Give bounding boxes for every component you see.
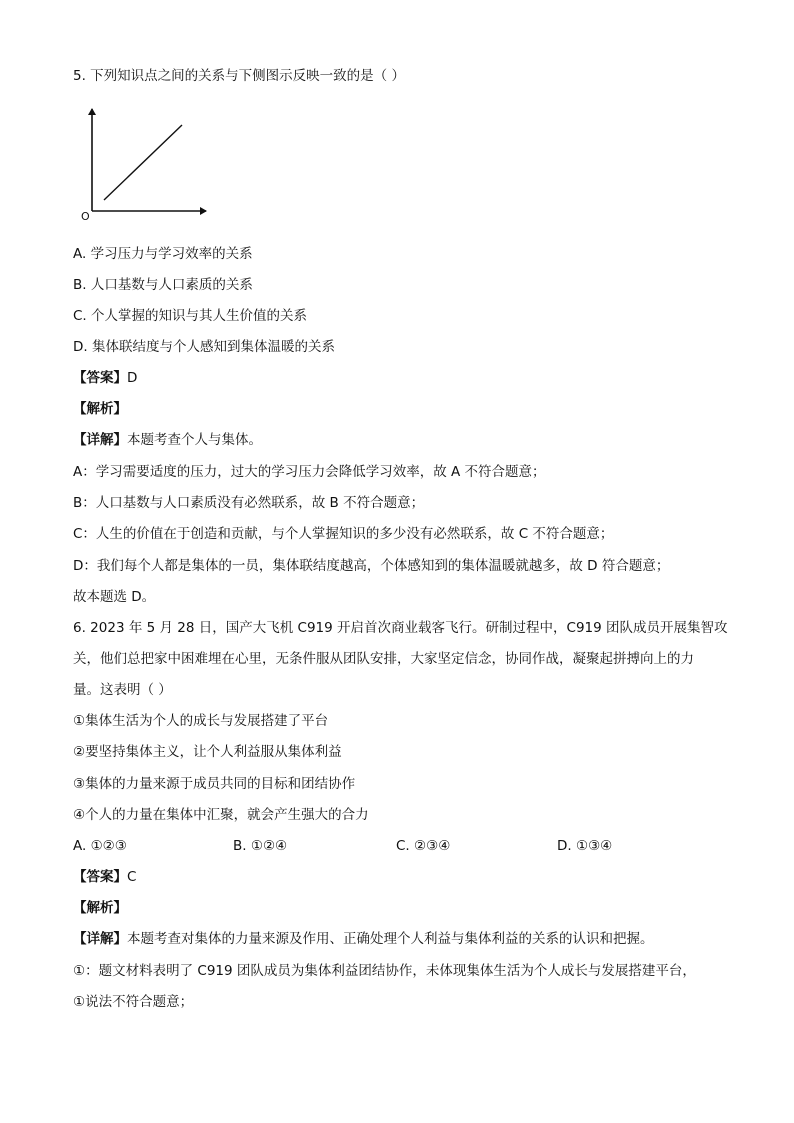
q6-option-c: C. ②③④ [396, 838, 451, 854]
q5-detail-tag: 【详解】 [73, 432, 127, 448]
q6-answer-tag: 【答案】 [73, 869, 127, 885]
q6-detail-text: 本题考查对集体的力量来源及作用、正确处理个人利益与集体利益的关系的认识和把握。 [127, 931, 654, 947]
q5-answer-line [73, 368, 137, 388]
q6-statement-3: ③集体的力量来源于成员共同的目标和团结协作 [73, 776, 356, 792]
q6-answer-line [73, 867, 136, 887]
q5-graph-origin-label: O [81, 210, 90, 223]
q5-line-graph [78, 103, 213, 225]
q5-option-c: C. 个人掌握的知识与其人生价值的关系 [73, 308, 308, 324]
q6-option-d: D. ①③④ [557, 838, 613, 854]
q5-detail-text: 本题考查个人与集体。 [127, 432, 262, 448]
q6-answer-value: C [127, 869, 137, 885]
q6-explanation-line-1: ①：题文材料表明了 C919 团队成员为集体利益团结协作，未体现集体生活为个人成长与发展搭建平台， [73, 963, 696, 979]
q5-option-a: A. 学习压力与学习效率的关系 [73, 246, 253, 262]
q5-explanation-d: D：我们每个人都是集体的一员，集体联结度越高，个体感知到的集体温暖就越多，故 D 符合题意； [73, 558, 670, 574]
q6-option-b: B. ①②④ [233, 838, 288, 854]
q5-answer-tag: 【答案】 [73, 370, 127, 386]
q6-option-a: A. ①②③ [73, 838, 127, 854]
q5-explanation-b: B：人口基数与人口素质没有必然联系，故 B 不符合题意； [73, 495, 425, 511]
q5-answer-value: D [127, 370, 138, 386]
q6-stem-line-2: 关，他们总把家中困难埋在心里，无条件服从团队安排，大家坚定信念，协同作战，凝聚起拼搏向上的力 [73, 651, 694, 667]
q5-stem: 5. 下列知识点之间的关系与下侧图示反映一致的是（ ） [73, 68, 405, 84]
q5-detail-line [73, 430, 262, 450]
q6-statement-2: ②要坚持集体主义，让个人利益服从集体利益 [73, 744, 342, 760]
q6-detail-tag: 【详解】 [73, 931, 127, 947]
q6-stem-line-1: 6. 2023 年 5 月 28 日，国产大飞机 C919 开启首次商业载客飞行。研制过程中，C919 团队成员开展集智攻 [73, 620, 728, 636]
q5-explanation-c: C：人生的价值在于创造和贡献，与个人掌握知识的多少没有必然联系，故 C 不符合题意； [73, 526, 614, 542]
q5-option-b: B. 人口基数与人口素质的关系 [73, 277, 253, 293]
q6-explanation-line-2: ①说法不符合题意； [73, 994, 194, 1010]
q5-conclusion: 故本题选 D。 [73, 589, 156, 605]
q5-graph-rising-line [104, 125, 182, 200]
q5-option-d: D. 集体联结度与个人感知到集体温暖的关系 [73, 339, 335, 355]
q5-analysis-tag: 【解析】 [73, 401, 127, 417]
q6-statement-4: ④个人的力量在集体中汇聚，就会产生强大的合力 [73, 807, 369, 823]
q6-stem-line-3: 量。这表明（ ） [73, 682, 172, 698]
q6-statement-1: ①集体生活为个人的成长与发展搭建了平台 [73, 713, 329, 729]
q6-analysis-tag: 【解析】 [73, 900, 127, 916]
q6-detail-line [73, 929, 654, 949]
q5-explanation-a: A：学习需要适度的压力，过大的学习压力会降低学习效率，故 A 不符合题意； [73, 464, 546, 480]
